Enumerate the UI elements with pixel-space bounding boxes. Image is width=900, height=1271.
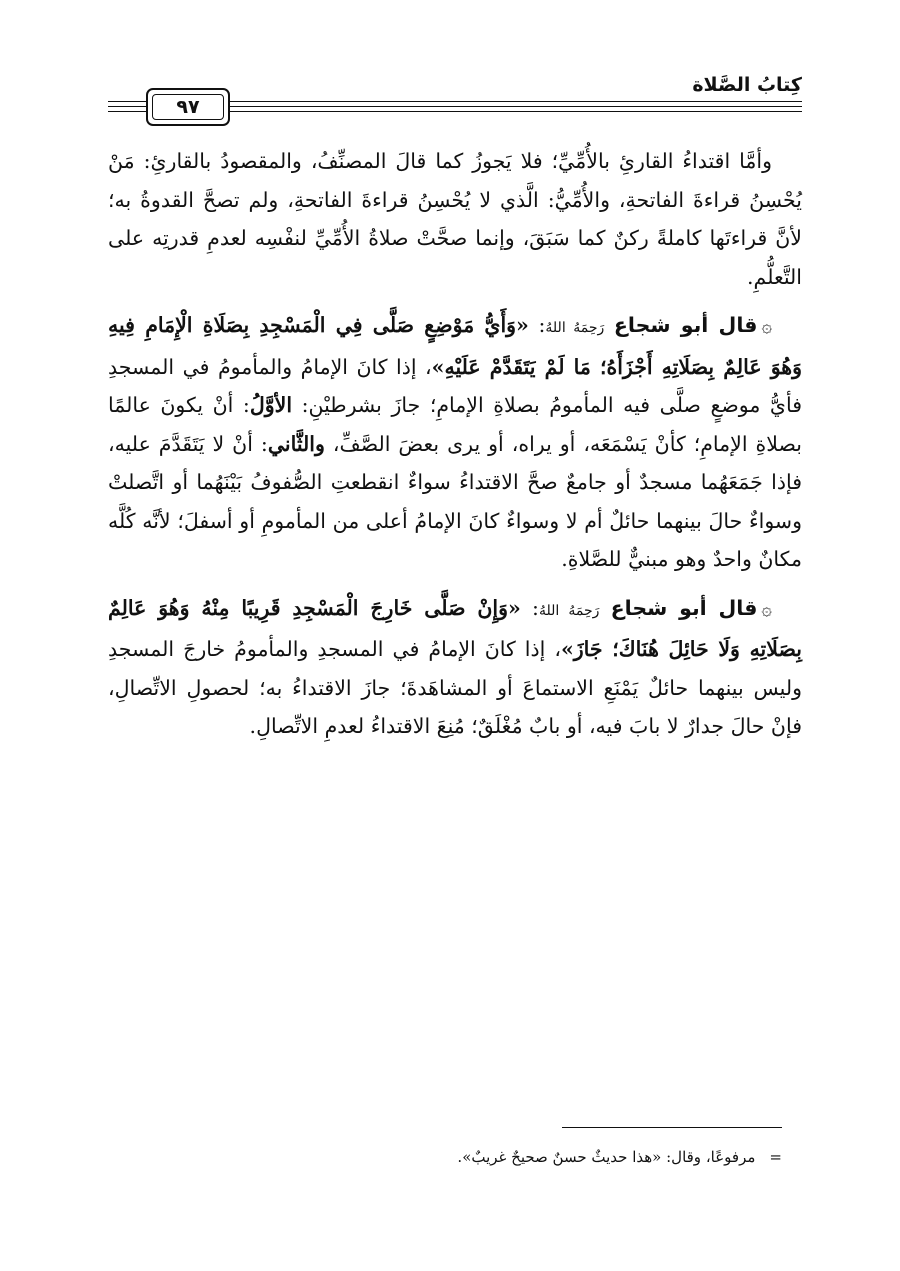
paragraph-position-in-mosque — [108, 306, 802, 579]
second-condition-label: والثَّاني — [267, 431, 325, 456]
honorific: رَحِمَهُ اللهُ — [538, 602, 600, 619]
speaker-label: قال أبو شجاع — [613, 313, 758, 337]
matn-quote: «وَأَيُّ مَوْضِعٍ صَلَّى فِي الْمَسْجِدِ بِصَلَاةِ الْإِمَامِ فِيهِ وَهُوَ عَالِمٌ بِصَلَاتِهِ أَجْزَأَهُ؛ مَا لَمْ يَتَقَدَّمْ عَلَيْهِ» — [108, 313, 802, 379]
page-number: ٩٧ — [152, 94, 224, 120]
page-number-frame — [146, 88, 230, 126]
commentary-text: ، إذا كانَ الإمامُ والمأمومُ في المسجدِ فأيُّ موضعٍ صلَّى فيه المأمومُ بصلاةِ الإمامِ؛ جازَ بشرطيْنِ: — [108, 354, 802, 417]
page-header — [108, 68, 802, 128]
footnote-continuation-mark: = — [769, 1148, 782, 1166]
commentary-text: : أنْ لا يَتَقَدَّمَ عليه، فإذا جَمَعَهُما مسجدٌ أو جامعٌ صحَّ الاقتداءُ سواءٌ انقطعتِ الصُّفوفُ بَيْنَهُما أو اتَّصلتْ وسواءٌ حالَ بينهما حائلٌ أم لا وسواءٌ كانَ الإمامُ أعلى من المأمومِ أو أسفلَ؛ لأنَّه كُلَّه مكانٌ واحدٌ وهو مبنيٌّ للصَّلاةِ. — [108, 431, 802, 571]
footnote-text: مرفوعًا، وقال: «هذا حديثٌ حسنٌ صحيحٌ غريبٌ». — [457, 1148, 756, 1166]
matn-quote: «وَإِنْ صَلَّى خَارِجَ الْمَسْجِدِ قَرِيبًا مِنْهُ وَهُوَ عَالِمٌ بِصَلَاتِهِ وَلَا حَائِلَ هُنَاكَ؛ جَازَ» — [108, 595, 802, 661]
commentary-text: ، إذا كانَ الإمامُ في المسجدِ والمأمومُ خارجَ المسجدِ وليس بينهما حائلٌ يَمْنَعِ الاستماعَ أو المشاهَدةَ؛ جازَ الاقتداءُ به؛ لحصولِ الاتِّصالِ، فإنْ حالَ جدارٌ لا بابَ فيه، أو بابٌ مُغْلَقٌ؛ مُنِعَ الاقتداءُ لعدمِ الاتِّصالِ. — [108, 637, 802, 738]
ornament-icon: ۞ — [761, 316, 772, 337]
colon: : — [532, 595, 539, 620]
paragraph-iqtida-ummi: وأمَّا اقتداءُ القارئِ بالأُمِّيِّ؛ فلا يَجوزُ كما قالَ المصنِّفُ، والمقصودُ بالقارئِ: مَنْ يُحْسِنُ قراءةَ الفاتحةِ، والأُمِّيُّ: الَّذي لا يُحْسِنُ قراءةَ الفاتحةِ، ولم تصحَّ القدوةُ به؛ لأنَّ قراءتَها كاملةً ركنٌ كما سَبَقَ، وإنما صحَّتْ صلاةُ الأُمِّيِّ لنفْسِه لعدمِ قدرتِه على التَّعلُّمِ. — [108, 149, 802, 289]
honorific: رَحِمَهُ اللهُ — [545, 320, 605, 336]
paragraph-outside-mosque — [108, 589, 802, 746]
footnote-divider — [562, 1127, 782, 1128]
commentary-text: : أنْ يكونَ عالمًا بصلاةِ الإمامِ؛ كأنْ يَسْمَعَه، أو يراه، أو يرى بعضَ الصَّفِّ، — [108, 393, 802, 456]
footnote — [222, 1148, 782, 1166]
speaker-label: قال أبو شجاع — [610, 595, 758, 620]
book-title: كِتابُ الصَّلاة — [692, 74, 802, 96]
main-text — [108, 142, 802, 756]
first-condition-label: الأوَّلُ — [249, 393, 293, 417]
ornament-icon: ۞ — [761, 598, 772, 620]
colon: : — [538, 313, 546, 337]
